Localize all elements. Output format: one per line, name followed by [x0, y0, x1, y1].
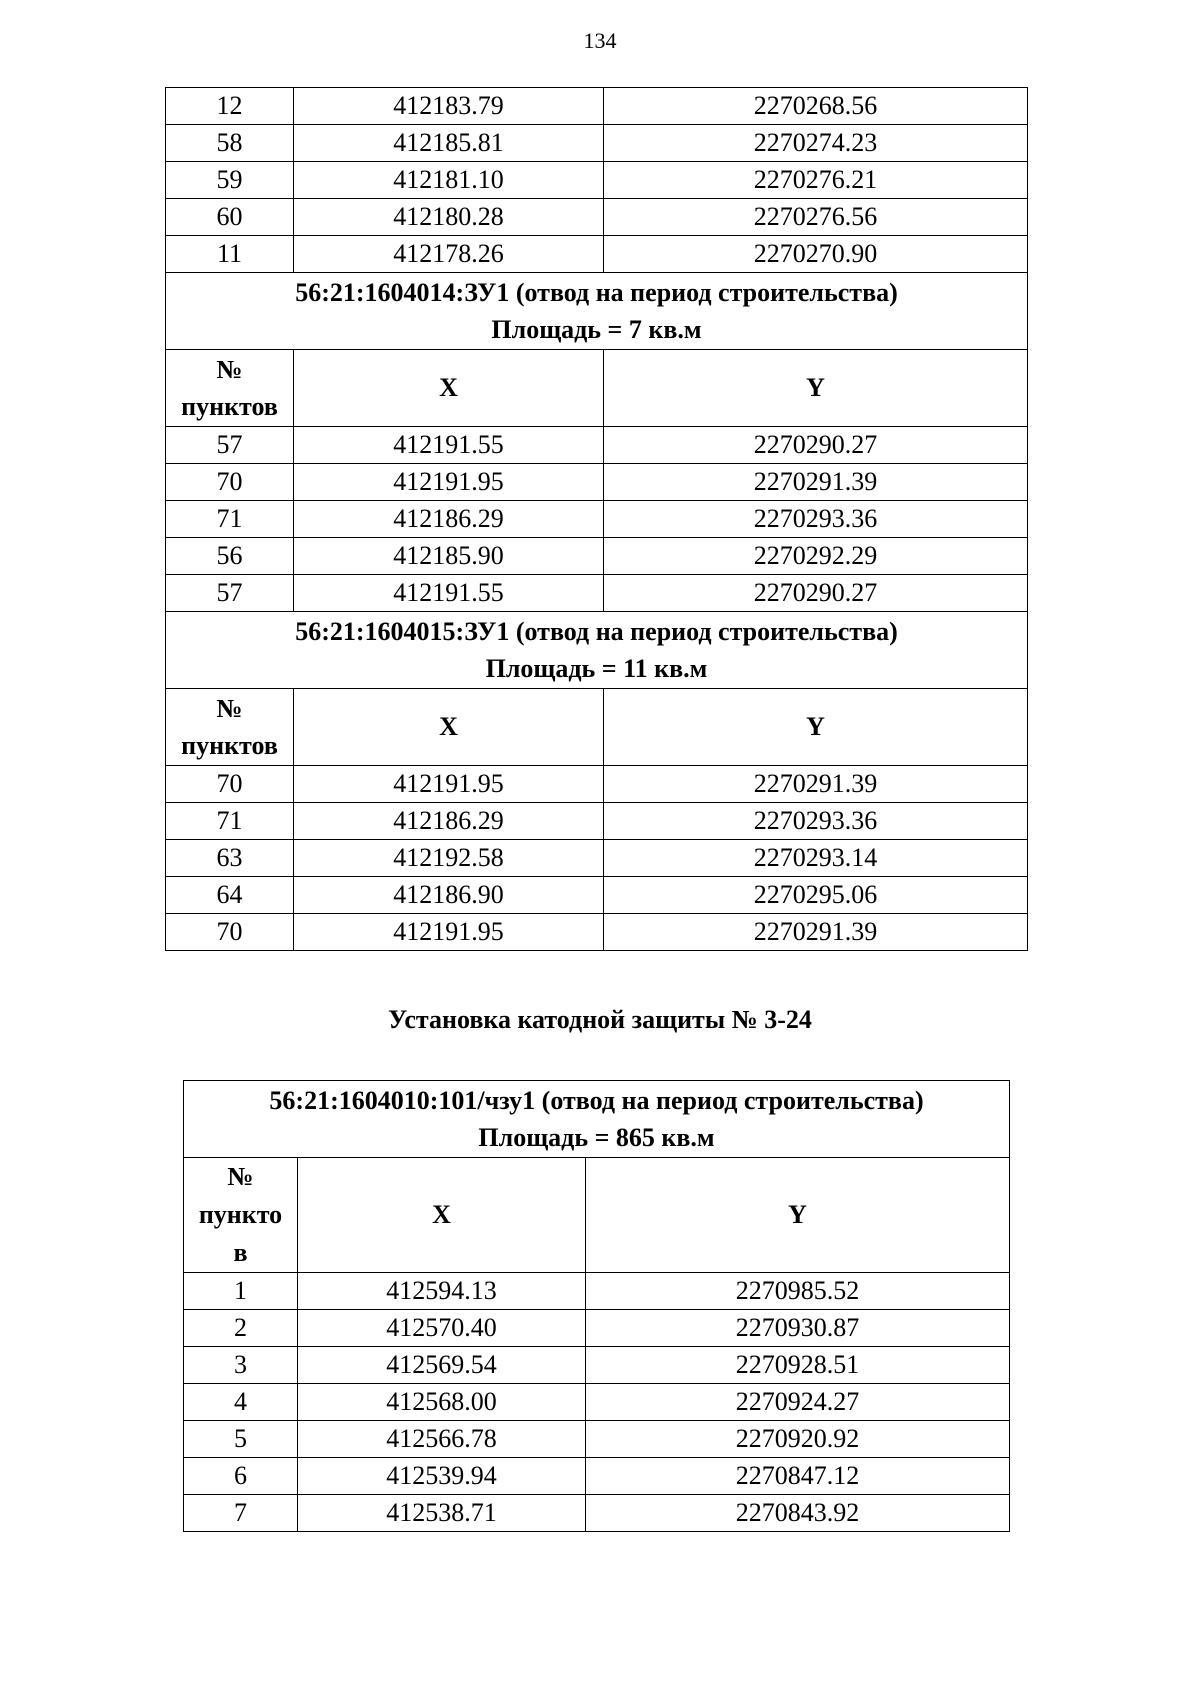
x-value: 412181.10: [294, 162, 604, 199]
point-number: 60: [166, 199, 294, 236]
table-row: [166, 199, 1028, 236]
number-sign: №: [216, 694, 243, 723]
x-value: 412191.55: [294, 427, 604, 464]
x-value: 412538.71: [298, 1495, 586, 1532]
y-value: 2270293.36: [604, 803, 1028, 840]
table-row: [184, 1310, 1010, 1347]
x-value: 412185.81: [294, 125, 604, 162]
table-row: [184, 1458, 1010, 1495]
table-row: [184, 1273, 1010, 1310]
table-row: [166, 766, 1028, 803]
x-value: 412569.54: [298, 1347, 586, 1384]
table-row: [166, 538, 1028, 575]
x-value: 412539.94: [298, 1458, 586, 1495]
column-header-y: Y: [604, 350, 1028, 427]
point-number: 5: [184, 1421, 298, 1458]
column-header-y: Y: [604, 689, 1028, 766]
point-number: 1: [184, 1273, 298, 1310]
column-header-number: [166, 350, 294, 427]
y-value: 2270291.39: [604, 914, 1028, 951]
y-value: 2270847.12: [586, 1458, 1010, 1495]
point-number: 63: [166, 840, 294, 877]
y-value: 2270843.92: [586, 1495, 1010, 1532]
x-value: 412185.90: [294, 538, 604, 575]
table-row: [184, 1347, 1010, 1384]
point-number: 57: [166, 575, 294, 612]
point-number: 71: [166, 803, 294, 840]
number-label: пунктов: [181, 392, 278, 421]
x-value: 412568.00: [298, 1384, 586, 1421]
column-header-x: X: [294, 350, 604, 427]
section-header: [166, 612, 1028, 689]
coordinates-table-1: [165, 87, 1028, 951]
x-value: 412183.79: [294, 88, 604, 125]
parcel-title: 56:21:1604014:ЗУ1 (отвод на период строительства): [295, 278, 898, 307]
point-number: 56: [166, 538, 294, 575]
table-row: [166, 464, 1028, 501]
y-value: 2270268.56: [604, 88, 1028, 125]
y-value: 2270920.92: [586, 1421, 1010, 1458]
table-row: [166, 236, 1028, 273]
point-number: 6: [184, 1458, 298, 1495]
column-header-x: X: [294, 689, 604, 766]
y-value: 2270293.14: [604, 840, 1028, 877]
section-title-cell: [166, 612, 1028, 689]
table-row: [166, 840, 1028, 877]
number-label-end: в: [233, 1238, 248, 1267]
point-number: 2: [184, 1310, 298, 1347]
x-value: 412191.95: [294, 464, 604, 501]
table-row: [166, 162, 1028, 199]
x-value: 412186.29: [294, 803, 604, 840]
column-header-row: [184, 1158, 1010, 1273]
table-row: [184, 1421, 1010, 1458]
x-value: 412191.95: [294, 766, 604, 803]
table-row: [166, 125, 1028, 162]
y-value: 2270295.06: [604, 877, 1028, 914]
column-header-row: [166, 350, 1028, 427]
column-header-number: [166, 689, 294, 766]
y-value: 2270293.36: [604, 501, 1028, 538]
section-title-cell: [184, 1081, 1010, 1158]
x-value: 412594.13: [298, 1273, 586, 1310]
section-header: [184, 1081, 1010, 1158]
point-number: 3: [184, 1347, 298, 1384]
point-number: 7: [184, 1495, 298, 1532]
y-value: 2270274.23: [604, 125, 1028, 162]
table-row: [184, 1384, 1010, 1421]
y-value: 2270924.27: [586, 1384, 1010, 1421]
parcel-title: 56:21:1604015:ЗУ1 (отвод на период строительства): [295, 617, 898, 646]
number-label: пункто: [198, 1200, 283, 1229]
point-number: 11: [166, 236, 294, 273]
y-value: 2270985.52: [586, 1273, 1010, 1310]
y-value: 2270930.87: [586, 1310, 1010, 1347]
table-row: [166, 914, 1028, 951]
x-value: 412178.26: [294, 236, 604, 273]
table-row: [166, 88, 1028, 125]
point-number: 12: [166, 88, 294, 125]
x-value: 412186.90: [294, 877, 604, 914]
table-row: [184, 1495, 1010, 1532]
point-number: 4: [184, 1384, 298, 1421]
y-value: 2270292.29: [604, 538, 1028, 575]
section-header: [166, 273, 1028, 350]
point-number: 71: [166, 501, 294, 538]
x-value: 412192.58: [294, 840, 604, 877]
table-row: [166, 501, 1028, 538]
x-value: 412191.95: [294, 914, 604, 951]
table-row: [166, 427, 1028, 464]
x-value: 412180.28: [294, 199, 604, 236]
number-label: пунктов: [181, 731, 278, 760]
y-value: 2270290.27: [604, 575, 1028, 612]
x-value: 412186.29: [294, 501, 604, 538]
y-value: 2270291.39: [604, 464, 1028, 501]
parcel-title: 56:21:1604010:101/чзу1 (отвод на период строительства): [269, 1086, 924, 1115]
column-header-number: [184, 1158, 298, 1273]
table-row: [166, 877, 1028, 914]
section-title-cell: [166, 273, 1028, 350]
table-row: [166, 575, 1028, 612]
y-value: 2270290.27: [604, 427, 1028, 464]
number-sign: №: [227, 1162, 254, 1191]
y-value: 2270276.21: [604, 162, 1028, 199]
point-number: 59: [166, 162, 294, 199]
parcel-area: Площадь = 865 кв.м: [478, 1123, 715, 1152]
table-row: [166, 803, 1028, 840]
page-number: 134: [583, 28, 617, 53]
coordinates-table-2: [183, 1080, 1010, 1532]
x-value: 412570.40: [298, 1310, 586, 1347]
y-value: 2270291.39: [604, 766, 1028, 803]
x-value: 412566.78: [298, 1421, 586, 1458]
column-header-x: X: [298, 1158, 586, 1273]
parcel-area: Площадь = 11 кв.м: [485, 654, 708, 683]
point-number: 70: [166, 766, 294, 803]
y-value: 2270270.90: [604, 236, 1028, 273]
x-value: 412191.55: [294, 575, 604, 612]
section-heading: Установка катодной защиты № 3-24: [388, 1005, 812, 1034]
point-number: 58: [166, 125, 294, 162]
y-value: 2270276.56: [604, 199, 1028, 236]
point-number: 70: [166, 464, 294, 501]
point-number: 57: [166, 427, 294, 464]
column-header-row: [166, 689, 1028, 766]
column-header-y: Y: [586, 1158, 1010, 1273]
parcel-area: Площадь = 7 кв.м: [491, 315, 702, 344]
point-number: 64: [166, 877, 294, 914]
number-sign: №: [216, 355, 243, 384]
y-value: 2270928.51: [586, 1347, 1010, 1384]
point-number: 70: [166, 914, 294, 951]
